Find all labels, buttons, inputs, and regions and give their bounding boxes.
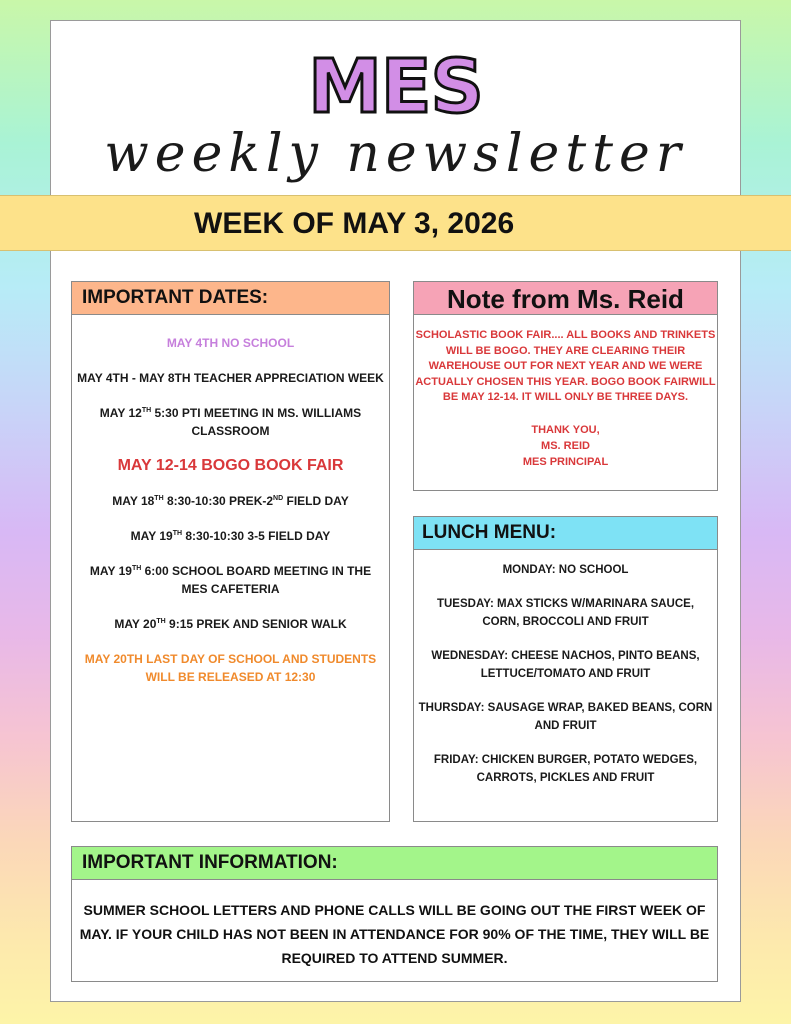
principal-note-body: SCHOLASTIC BOOK FAIR.... ALL BOOKS AND TRINKETS WILL BE BOGO. THEY ARE CLEARING THEIR WAREHOUSE OUT FOR NEXT YEAR AND WE WERE ACTUALLY CHOSEN THIS YEAR. BOGO BOOK FAIRWILL BE MAY 12-14. IT WILL ONLY BE THREE DAYS. bbox=[415, 329, 716, 403]
important-info-body: SUMMER SCHOOL LETTERS AND PHONE CALLS WILL BE GOING OUT THE FIRST WEEK OF MAY. IF YOUR CHILD HAS NOT BEEN IN ATTENDANCE FOR 90% OF THE TIME, THEY WILL BE REQUIRED TO ATTEND SUMMER. bbox=[79, 902, 710, 966]
date-item: MAY 19TH 8:30-10:30 3-5 FIELD DAY bbox=[130, 529, 331, 543]
week-label: WEEK OF MAY 3, 2026 bbox=[194, 207, 515, 240]
note-closing: THANK YOU, bbox=[531, 424, 600, 436]
date-item: MAY 12TH 5:30 PTI MEETING IN MS. WILLIAMS CLASSROOM bbox=[99, 406, 362, 438]
principal-note-signature bbox=[413, 422, 718, 470]
lunch-item: WEDNESDAY: CHEESE NACHOS, PINTO BEANS, LETTUCE/TOMATO AND FRUIT bbox=[431, 650, 700, 680]
lunch-item: FRIDAY: CHICKEN BURGER, POTATO WEDGES, CARROTS, PICKLES AND FRUIT bbox=[433, 754, 698, 784]
important-dates-list bbox=[71, 334, 390, 703]
date-item: MAY 4TH - MAY 8TH TEACHER APPRECIATION WEEK bbox=[77, 371, 384, 385]
important-dates-heading: IMPORTANT DATES: bbox=[71, 281, 390, 315]
lunch-item: THURSDAY: SAUSAGE WRAP, BAKED BEANS, CORN AND FRUIT bbox=[418, 702, 713, 732]
newsletter-title: MES bbox=[308, 44, 483, 130]
note-name: MS. REID bbox=[541, 440, 590, 452]
date-item: MAY 12-14 BOGO BOOK FAIR bbox=[117, 457, 344, 474]
date-item: MAY 20TH 9:15 PREK AND SENIOR WALK bbox=[114, 617, 347, 631]
note-role: MES PRINCIPAL bbox=[522, 456, 609, 468]
lunch-menu-list bbox=[413, 561, 718, 803]
principal-note-heading: Note from Ms. Reid bbox=[413, 281, 718, 315]
lunch-item: MONDAY: NO SCHOOL bbox=[502, 564, 629, 576]
date-item: MAY 20TH LAST DAY OF SCHOOL AND STUDENTS WILL BE RELEASED AT 12:30 bbox=[84, 652, 377, 684]
date-item: MAY 18TH 8:30-10:30 PREK-2ND FIELD DAY bbox=[112, 494, 349, 508]
newsletter-subtitle: weekly newsletter bbox=[104, 124, 687, 184]
important-info-heading: IMPORTANT INFORMATION: bbox=[71, 846, 718, 880]
date-item: MAY 19TH 6:00 SCHOOL BOARD MEETING IN THE MES CAFETERIA bbox=[89, 564, 372, 596]
lunch-menu-heading: LUNCH MENU: bbox=[413, 516, 718, 550]
lunch-item: TUESDAY: MAX STICKS W/MARINARA SAUCE, CORN, BROCCOLI AND FRUIT bbox=[436, 598, 695, 628]
date-item: MAY 4TH NO SCHOOL bbox=[166, 336, 295, 350]
